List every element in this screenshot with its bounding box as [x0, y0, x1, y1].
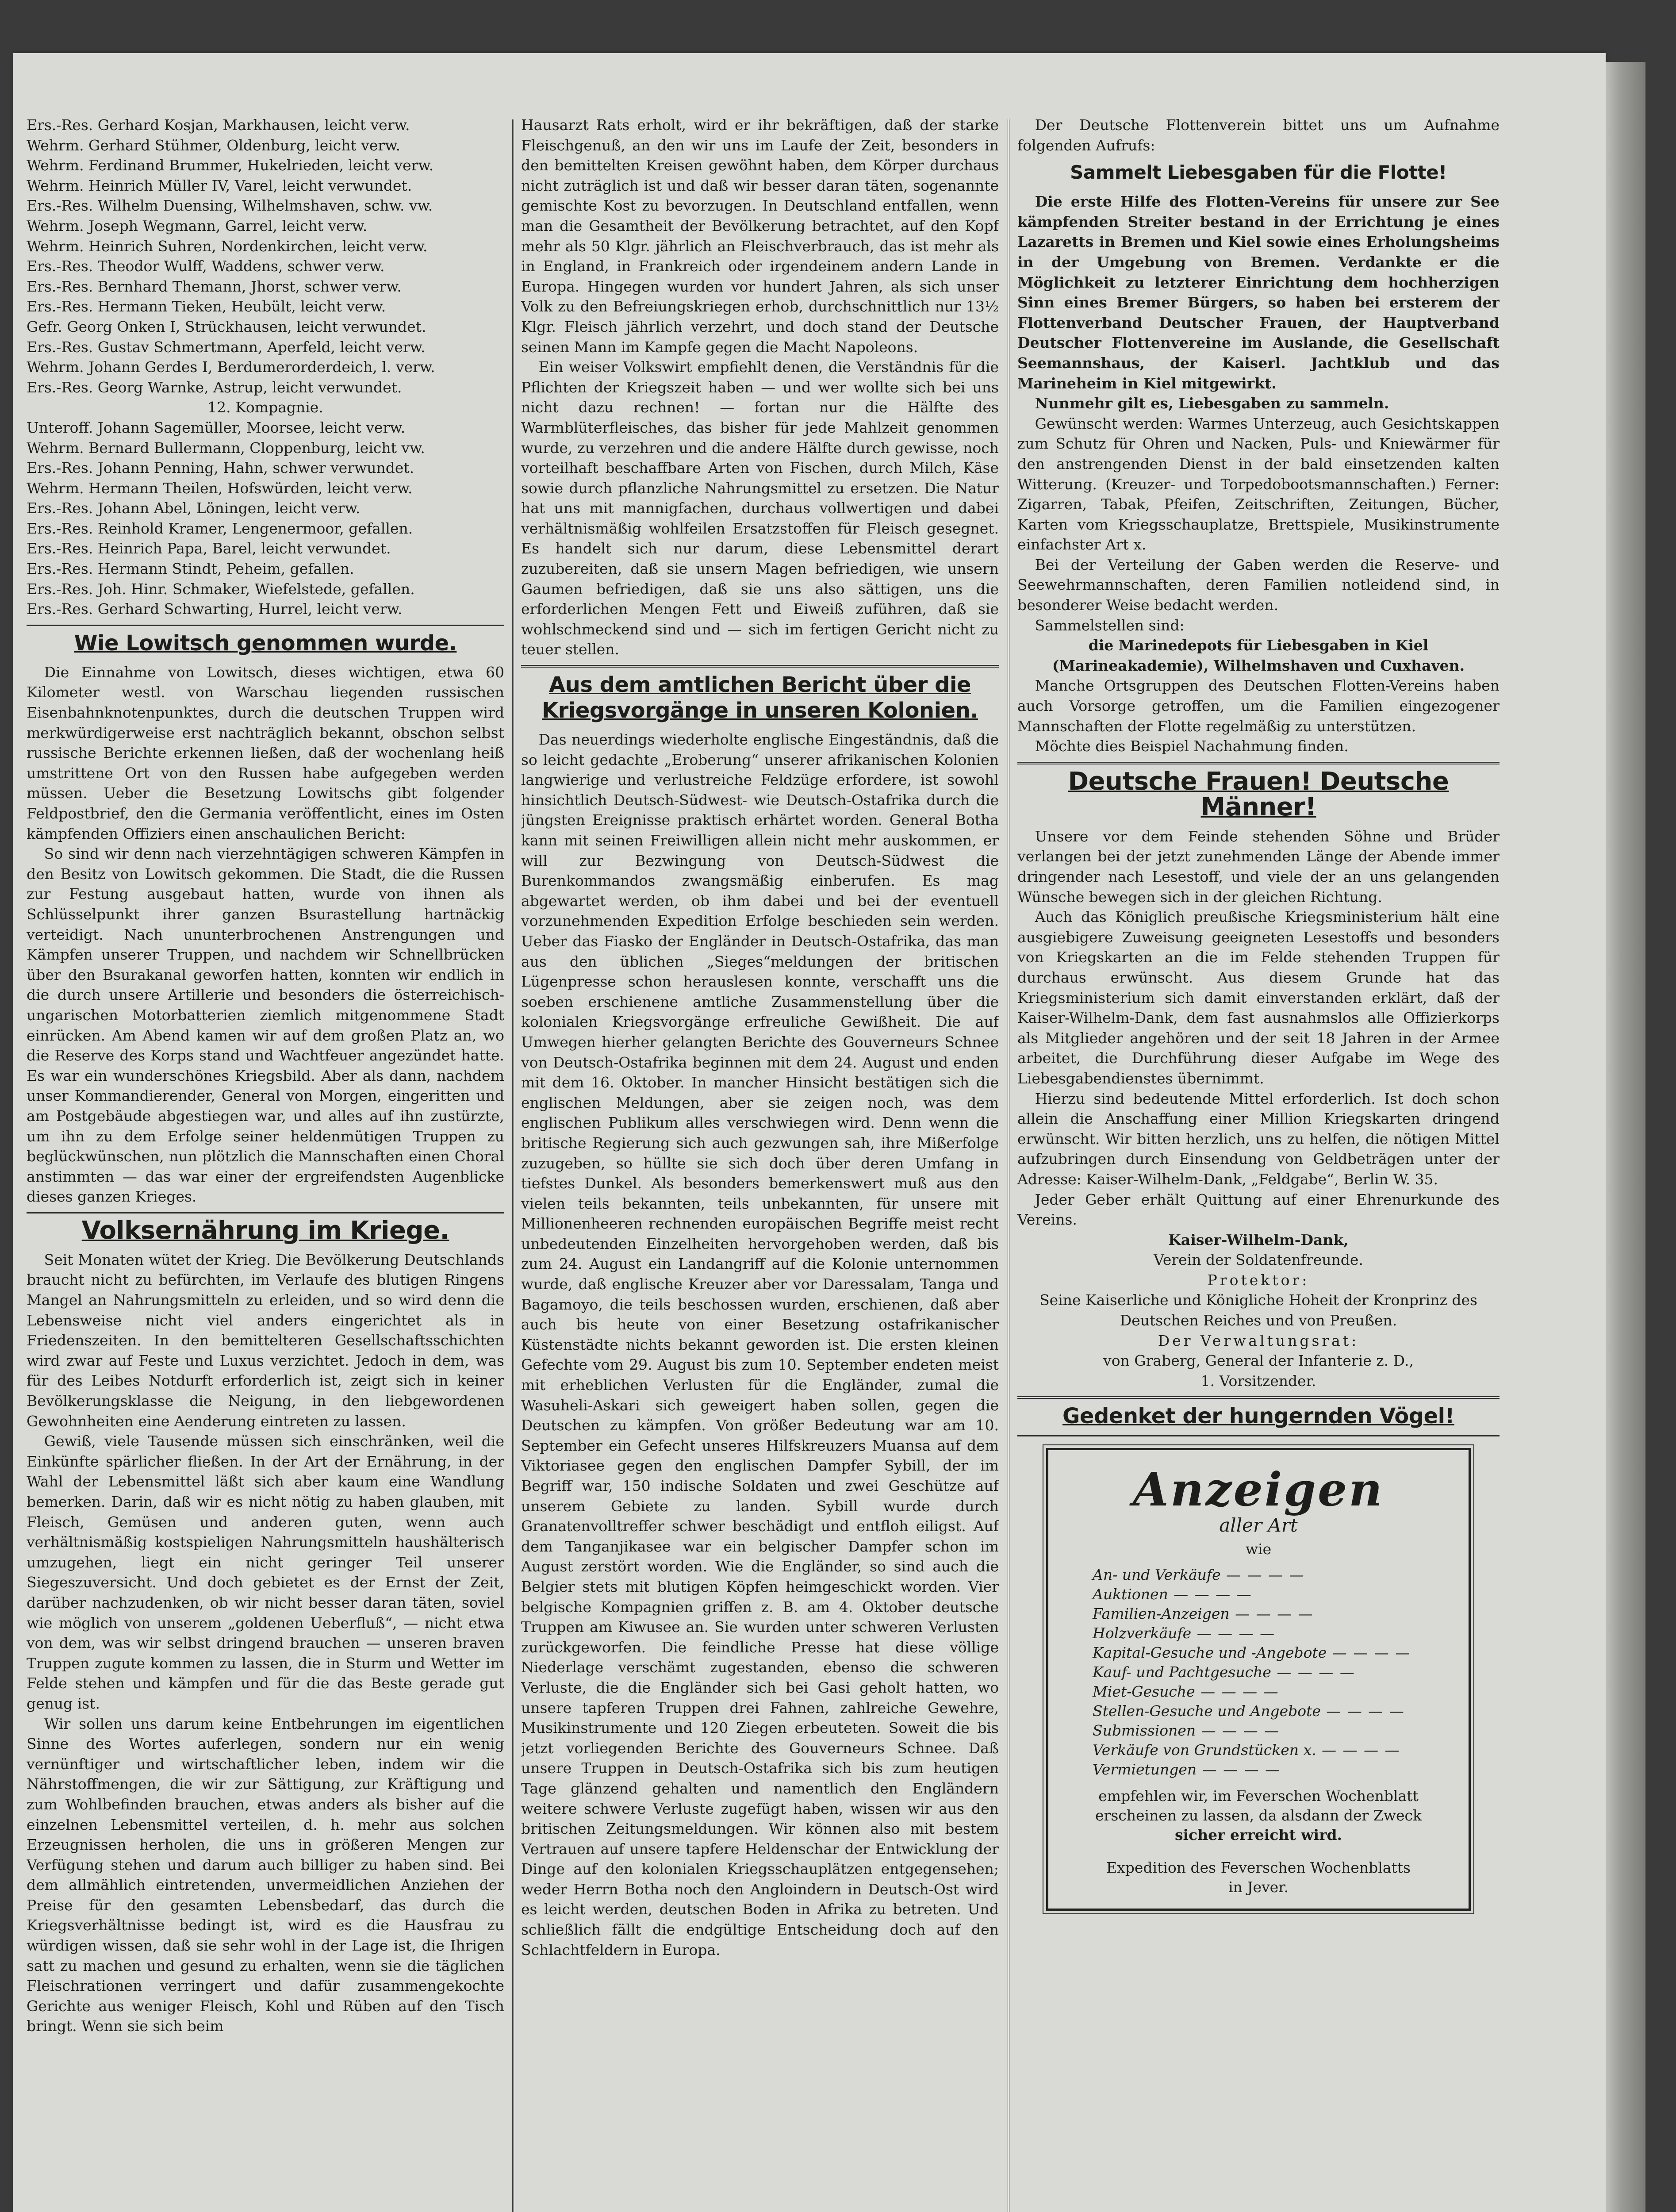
ad-wie: wie — [1245, 1540, 1272, 1558]
casualty-line: Wehrm. Joseph Wegmann, Garrel, leicht verw. — [27, 217, 368, 234]
casualty-line: Wehrm. Gerhard Stühmer, Oldenburg, leicht verw. — [27, 136, 401, 154]
column-3 — [1017, 115, 1500, 2212]
casualty-line: Ers.-Res. Reinhold Kramer, Lengenermoor, gefallen. — [27, 519, 413, 537]
section-divider — [1017, 762, 1500, 764]
signature-line: Der Verwaltungsrat: — [1158, 1332, 1359, 1349]
casualty-line: Ers.-Res. Gerhard Kosjan, Markhausen, leicht verw. — [27, 116, 410, 134]
article-paragraph: die Marinedepots für Liebesgaben in Kiel (Marineakademie), Wilhelmshaven und Cuxhaven. — [1052, 637, 1465, 674]
list-item: Vermietungen — — — — — [1093, 1760, 1451, 1779]
list-item: Submissionen — — — — — [1093, 1721, 1451, 1740]
section-divider — [1017, 1435, 1500, 1436]
list-item: Verkäufe von Grundstücken x. — — — — — [1093, 1740, 1451, 1760]
ad-subtitle: aller Art — [1219, 1514, 1298, 1536]
ad-footer-line: Expedition des Feverschen Wochenblatts — [1106, 1859, 1411, 1877]
headline-kolonien: Aus dem amtlichen Bericht über die Kriegsvorgänge in unseren Kolonien. — [541, 672, 978, 723]
casualty-line: Ers.-Res. Johann Penning, Hahn, schwer verwundet. — [27, 459, 414, 477]
signature-line: von Graberg, General der Infanterie z. D., — [1103, 1352, 1414, 1370]
page-edge — [1606, 62, 1645, 2212]
article-paragraph: Die Einnahme von Lowitsch, dieses wichtigen, etwa 60 Kilometer westl. von Warschau liegenden russischen Eisenbahnknotenpunktes, durch die deutschen Truppen wird merkwürdigerweise erst nachträglich bekannt, obschon selbst russische Berichte erkennen ließen, daß der wochenlang heiß umstrittene Ort von den Russen habe aufgegeben werden müssen. Ueber die Besetzung Lowitschs gibt folgender Feldpostbrief, den die Germania veröffentlicht, eines im Osten kämpfenden Offiziers einen anschaulichen Bericht: — [27, 663, 504, 842]
ad-footer-line: in Jever. — [1228, 1878, 1289, 1896]
list-item: Kauf- und Pachtgesuche — — — — — [1093, 1663, 1451, 1682]
list-item: Familien-Anzeigen — — — — — [1093, 1604, 1451, 1624]
list-item: Kapital-Gesuche und -Angebote — — — — — [1093, 1643, 1451, 1663]
article-paragraph: Der Deutsche Flottenverein bittet uns um Aufnahme folgenden Aufrufs: — [1017, 116, 1500, 154]
article-paragraph: Gewünscht werden: Warmes Unterzeug, auch Gesichtskappen zum Schutz für Ohren und Nacken, Puls- und Kniewärmer für den anstrengenden Dienst in der bald einsetzenden kalten Witterung. (Kreuzer- und Torpedobootsmannschaften.) Ferner: Zigarren, Tabak, Pfeifen, Zeitschriften, Zeitungen, Bücher, Karten vom Kriegsschauplatze, Brettspiele, Musikinstrumente einfachster Art x. — [1017, 415, 1500, 553]
article-paragraph: Das neuerdings wiederholte englische Eingeständnis, daß die so leicht gedachte „Eroberung“ unserer afrikanischen Kolonien langwierige und verlustreiche Feldzüge erfordere, ist sowohl hinsichtlich Deutsch-Südwest- wie Deutsch-Ostafrika durch die jüngsten Ereignisse praktisch erhärtet worden. General Botha kann mit seinen Freiwilligen allein nicht mehr auskommen, er will zur Bezwingung von Deutsch-Südwest die Burenkommandos zwangsmäßig einberufen. Es mag abgewartet werden, ob ihm dabei und bei der eventuell vorzunehmenden Expedition Erfolge beschieden sein werden. Ueber das Fiasko der Engländer in Deutsch-Ostafrika, das man aus den üblichen „Sieges“meldungen der britischen Lügenpresse schon herauslesen konnte, verschafft uns die soeben erschienene amtliche Zusammenstellung über die kolonialen Kriegsvorgänge erfreuliche Gewißheit. Die auf Umwegen hierher gelangten Berichte des Gouverneurs Schnee von Deutsch-Ostafrika beginnen mit dem 24. August und enden mit dem 16. Oktober. In mancher Hinsicht bestätigen sich die englischen Meldungen, aber sie zeigen noch, was dem englischen Publikum alles verschwiegen wird. Denn wenn die britische Regierung sich auch gezwungen sah, ihre Mißerfolge zuzugeben, so hüllte sie sich doch über deren Umfang in tiefstes Dunkel. Als besonders bemerkenswert muß aus den vielen teils bekannten, teils unbekannten, für unsere mit Millionenheeren rechnenden europäischen Begriffe meist recht unbedeutenden Einzelheiten hervorgehoben werden, daß bis zum 24. August ein Landangriff auf die Kolonie unternommen wurde, daß englische Kreuzer aber vor Daressalam, Tanga und Bagamoyo, die teils beschossen wurden, erschienen, daß aber auch bis heute von einer Besetzung ostafrikanischer Küstenstädte nichts bekannt geworden ist. Die ersten kleinen Gefechte vom 29. August bis zum 10. September endeten meist mit erheblichen Verlusten für die Engländer, zumal die Wasuheli-Askari sich geweigert haben sollen, gegen die Deutschen zu kämpfen. Von größer Bedeutung war am 10. September ein Gefecht unseres Hilfskreuzers Muansa auf dem Viktoriasee gegen den englischen Dampfer Sybill, der im Begriff war, 150 indische Soldaten und zwei Geschütze auf unserem Gebiete zu landen. Sybill wurde durch Granatenvolltreffer schwer beschädigt und entfloh eiligst. Auf dem Tanganjikasee war ein belgischer Dampfer schon im August zerstört worden. Wie die Engländer, so sind auch die Belgier stets mit blutigen Köpfen heimgeschickt worden. Vier belgische Kompagnien griffen z. B. am 4. Oktober deutsche Truppen am Kiwusee an. Sie wurden unter schweren Verlusten zurückgeworfen. Die feindliche Presse hat diese völlige Niederlage verschämt zugestanden, ebenso die schweren Verluste, die die Engländer sich bei Gasi geholt hatten, wo unsere tapferen Truppen drei Fahnen, zahlreiche Gewehre, Musikinstrumente und 120 Ziegen erbeuteten. Soweit die bis jetzt vorliegenden Berichte des Gouverneurs Schnee. Daß unsere Truppen in Deutsch-Ostafrika sich bis zum heutigen Tage glänzend gehalten und namentlich den Engländern weitere schwere Verluste zugefügt haben, wissen wir aus den britischen Zeitungsmeldungen. Wir können also mit bestem Vertrauen auf unsere tapfere Heldenschar der Entwicklung der Dinge auf den kolonialen Kriegsschauplätzen entgegensehen; weder Herrn Botha noch den Angloindern in Deutsch-Ost wird es leicht werden, deutschen Boden in Afrika zu betreten. Und schließlich fällt die endgültige Entscheidung doch auf den Schlachtfeldern in Europa. — [521, 731, 999, 1959]
signature-line: Seine Kaiserliche und Königliche Hoheit der Kronprinz des Deutschen Reiches und von Preußen. — [1039, 1291, 1477, 1329]
article-paragraph: Unsere vor dem Feinde stehenden Söhne und Brüder verlangen bei der jetzt zunehmenden Länge der Abende immer dringender nach Lesestoff, und viele der an uns gelangenden Wünsche bewegen sich in der gleichen Richtung. — [1017, 827, 1500, 906]
casualty-line: Ers.-Res. Wilhelm Duensing, Wilhelmshaven, schw. vw. — [27, 197, 433, 215]
article-paragraph: Ein weiser Volkswirt empfiehlt denen, die Verständnis für die Pflichten der Kriegszeit haben — und wer wollte sich bei uns nicht dazu rechnen! — fortan nur die Hälfte des Warmblüterfleisches, das bisher für jede Mahlzeit genommen wurde, zu verzehren und die andere Hälfte durch gewisse, noch vorteilhaft beschaffbare Arten von Fischen, durch Milch, Käse sowie durch pflanzliche Nahrungsmittel zu ersetzen. Die Natur hat uns mit mannigfachen, durchaus vollwertigen und dabei verhältnismäßig wohlfeilen Ersatzstoffen für Fleisch gesegnet. Es handelt sich nur darum, diese Lebensmittel derart zuzubereiten, daß sie unsern Magen befriedigen, wie unsern Gaumen befriedigen, daß sie uns also sättigen, uns die erforderlichen Mengen Fett und Eiweiß zuführen, daß sie wohlschmeckend sind und — sich im fertigen Gericht nicht zu teuer stellen. — [521, 358, 999, 658]
column-rule — [1008, 119, 1009, 2212]
list-item: Auktionen — — — — — [1093, 1585, 1451, 1604]
article-paragraph: Manche Ortsgruppen des Deutschen Flotten-Vereins haben auch Vorsorge getroffen, um die Familien eingezogener Mannschaften der Flotte regelmäßig zu unterstützen. — [1017, 677, 1500, 735]
casualty-line: Gefr. Georg Onken I, Strückhausen, leicht verwundet. — [27, 318, 426, 335]
casualty-line: Ers.-Res. Bernhard Themann, Jhorst, schwer verw. — [27, 277, 402, 295]
casualty-line: Wehrm. Heinrich Suhren, Nordenkirchen, leicht verw. — [27, 237, 428, 255]
advertisement-box — [1046, 1448, 1471, 1911]
article-paragraph: Hausarzt Rats erholt, wird er ihr bekräftigen, daß der starke Fleischgenuß, an den wir uns im Laufe der Zeit, besonders in den bemittelten Kreisen gewöhnt haben, dem Körper durchaus nicht zuträglich ist und daß wir besser daran täten, sogenannte gemischte Kost zu bevorzugen. In Deutschland entfallen, wenn man die Gesamtheit der Bevölkerung betrachtet, auf den Kopf mehr als 50 Klgr. jährlich an Fleischverbrauch, das ist mehr als in England, in Frankreich oder irgendeinem andern Lande in Europa. Hingegen wurden vor hundert Jahren, als sich unser Volk zu den Befreiungskriegen erhob, durchschnittlich nur 13½ Klgr. Fleisch jährlich verzehrt, und doch stand der Deutsche seinen Mann im Kampfe gegen die Macht Napoleons. — [521, 116, 999, 356]
ad-title: Anzeigen — [1133, 1462, 1384, 1517]
casualty-line: Wehrm. Ferdinand Brummer, Hukelrieden, leicht verw. — [27, 157, 434, 174]
article-paragraph: Möchte dies Beispiel Nachahmung finden. — [1035, 737, 1349, 755]
column-1 — [27, 115, 504, 2212]
article-paragraph: Bei der Verteilung der Gaben werden die Reserve- und Seewehrmannschaften, deren Familien notleidend sind, in besonderer Weise bedacht werden. — [1017, 556, 1500, 614]
ad-text: sicher erreicht wird. — [1174, 1826, 1342, 1844]
casualty-line: Ers.-Res. Gerhard Schwarting, Hurrel, leicht verw. — [27, 600, 403, 618]
column-2 — [521, 115, 999, 2212]
headline-flotte: Sammelt Liebesgaben für die Flotte! — [1070, 161, 1447, 184]
signature-line: Protektor: — [1207, 1271, 1310, 1289]
list-item: Stellen-Gesuche und Angebote — — — — — [1093, 1701, 1451, 1721]
casualty-line: Ers.-Res. Heinrich Papa, Barel, leicht verwundet. — [27, 540, 391, 557]
ad-category-list — [1093, 1565, 1451, 1779]
ad-text: empfehlen wir, im Feverschen Wochenblatt — [1098, 1787, 1419, 1805]
section-divider — [27, 1212, 504, 1214]
casualty-line: Ers.-Res. Hermann Tieken, Heubült, leicht verw. — [27, 298, 386, 315]
casualty-line: Wehrm. Hermann Theilen, Hofswürden, leicht verw. — [27, 479, 413, 497]
signature-line: Verein der Soldatenfreunde. — [1154, 1251, 1363, 1269]
casualty-line: Wehrm. Heinrich Müller IV, Varel, leicht verwundet. — [27, 177, 412, 194]
article-paragraph: Die erste Hilfe des Flotten-Vereins für unsere zur See kämpfenden Streiter bestand in der Errichtung je eines Lazaretts in Bremen und Kiel sowie eines Erholungsheims in der Umgebung von Bremen. Verdankte er die Möglichkeit zu letzterer Einrichtung dem hochherzigen Sinn eines Bremer Bürgers, so haben bei ersterem der Flottenverband Deutscher Frauen, der Hauptverband Deutscher Flottenvereine im Auslande, die Gesellschaft Seemannshaus, der Kaiserl. Jachtklub und das Marineheim in Kiel mitgewirkt. — [1017, 193, 1500, 392]
headline-frauen: Deutsche Frauen! Deutsche Männer! — [1068, 767, 1449, 822]
article-paragraph: Gewiß, viele Tausende müssen sich einschränken, weil die Einkünfte spärlicher fließen. In der Art der Ernährung, in der Wahl der Lebensmittel läßt sich aber kaum eine Wandlung bemerken. Darin, daß wir es nicht nötig zu haben glauben, mit Fleisch, Gemüsen und anderen guten, wenn auch verhältnismäßig kostspieligen Nahrungsmitteln haushälterisch umzugehen, liegt ein nicht geringer Teil unserer Siegeszuversicht. Und doch gebietet es der Ernst der Zeit, darüber nachzudenken, ob wir nicht besser daran täten, soviel wie möglich von unserem „goldenen Ueberfluß“, — nicht etwa von dem, was wir selbst dringend brauchen — unseren braven Truppen zugute kommen zu lassen, die in Sturm und Wetter im Felde stehen und kämpfen und für die das Beste gerade gut genug ist. — [27, 1432, 504, 1712]
casualty-line: Ers.-Res. Hermann Stindt, Peheim, gefallen. — [27, 560, 354, 578]
newspaper-page — [13, 53, 1606, 2212]
casualty-line: Wehrm. Bernard Bullermann, Cloppenburg, leicht vw. — [27, 439, 425, 457]
casualty-line: Wehrm. Johann Gerdes I, Berdumerorderdeich, l. verw. — [27, 358, 435, 376]
casualty-list — [27, 115, 504, 619]
casualty-line: Ers.-Res. Georg Warnke, Astrup, leicht verwundet. — [27, 378, 402, 396]
ad-text: erscheinen zu lassen, da alsdann der Zweck — [1095, 1807, 1422, 1824]
article-paragraph: Seit Monaten wütet der Krieg. Die Bevölkerung Deutschlands braucht nicht zu befürchten, im Verlaufe des blutigen Ringens Mangel an Nahrungsmitteln zu erleiden, und so wird denn die Lebensweise nicht viel anders eingerichtet als in Friedenszeiten. In den bemittelteren Gesellschaftsschichten wird zwar auf Feste und Luxus verzichtet. Jedoch in dem, was für des Leibes Notdurft erforderlich ist, zeigt sich in keiner Bevölkerungsklasse die Neigung, in den liebgewordenen Gewohnheiten eine Aenderung eintreten zu lassen. — [27, 1251, 504, 1430]
article-paragraph: Sammelstellen sind: — [1035, 616, 1185, 634]
list-item: Miet-Gesuche — — — — — [1093, 1682, 1451, 1701]
article-paragraph: Auch das Königlich preußische Kriegsministerium hält eine ausgiebigere Zuweisung geeigneten Lesestoffs und besonders von Kriegskarten an die im Felde stehenden Truppen für durchaus erwünscht. Aus diesem Grunde hat das Kriegsministerium sich damit einverstanden erklärt, daß der Kaiser-Wilhelm-Dank, dem fast ausnahmslos alle Offizierkorps als Mitglieder angehören und der seit 18 Jahren in der Armee arbeitet, die Durchführung dieser Aufgabe im Wege des Liebesgabendienstes übernimmt. — [1017, 908, 1500, 1087]
article-paragraph: Jeder Geber erhält Quittung auf einer Ehrenurkunde des Vereins. — [1017, 1190, 1500, 1229]
ad-footer — [1066, 1858, 1451, 1897]
article-paragraph: Wir sollen uns darum keine Entbehrungen im eigentlichen Sinne des Wortes auferlegen, sondern nur ein wenig vernünftiger und wirtschaftlicher leben, indem wir die Nährstoffmengen, die wir zur Sättigung, zur Kräftigung und zum Wohlbefinden brauchen, etwas anders als bisher auf die einzelnen Lebensmittel verteilen, d. h. mehr aus solchen Erzeugnissen herholen, die uns in größeren Mengen zur Verfügung stehen und darum auch billiger zu haben sind. Bei dem allmählich eintretenden, unvermeidlichen Anziehen der Preise für den gesamten Lebensbedarf, das durch die Kriegsverhältnisse bedingt ist, wird es die Hausfrau zu würdigen wissen, daß sie sehr wohl in der Lage ist, die Ihrigen satt zu machen und gesund zu erhalten, wenn sie die täglichen Fleischrationen verringert und dafür zusammengekochte Gerichte aus weniger Fleisch, Kohl und Rüben auf den Tisch bringt. Wenn sie sich beim — [27, 1715, 504, 2035]
list-item: An- und Verkäufe — — — — — [1093, 1565, 1451, 1585]
headline-lowitsch: Wie Lowitsch genommen wurde. — [74, 630, 457, 656]
article-paragraph: Hierzu sind bedeutende Mittel erforderlich. Ist doch schon allein die Anschaffung einer Million Kriegskarten dringend erwünscht. Wir bitten herzlich, uns zu helfen, die nötigen Mittel aufzubringen durch Einsendung von Geldbeträgen unter der Adresse: Kaiser-Wilhelm-Dank, „Feldgabe“, Berlin W. 35. — [1017, 1090, 1500, 1188]
casualty-line: Unteroff. Johann Sagemüller, Moorsee, leicht verw. — [27, 419, 406, 436]
headline-volksernaehrung: Volksernährung im Kriege. — [81, 1216, 449, 1245]
article-paragraph: So sind wir denn nach vierzehntägigen schweren Kämpfen in den Besitz von Lowitsch gekommen. Die Stadt, die die Russen zur Festung ausgebaut hatten, wurde von ihnen als Schlüsselpunkt ihrer ganzen Bsurastellung hartnäckig verteidigt. Nach ununterbrochenen Anstrengungen und Kämpfen unserer Truppen, und nachdem wir Schnellbrücken über den Bsurakanal geworfen hatten, konnten wir endlich in die durch unsere Artillerie und besonders die österreichisch-ungarischen Motorbatterien ziemlich mitgenommene Stadt einrücken. Am Abend kamen wir auf dem großen Platz an, wo die Reserve des Korps stand und Wachtfeuer angezündet hatte. Es war ein wunderschönes Kriegsbild. Aber als dann, nachdem unser Kommandierender, General von Morgen, eingeritten und am Postgebäude abgestiegen war, und alles auf ihn zustürzte, um ihn zu dem Erfolge seiner heldenmütigen Truppen zu beglückwünschen, nun plötzlich die Mannschaften einen Choral anstimmten — das war einer der ergreifendsten Augenblicke dieses ganzen Krieges. — [27, 845, 504, 1206]
section-divider — [27, 625, 504, 626]
casualty-line: Ers.-Res. Joh. Hinr. Schmaker, Wiefelstede, gefallen. — [27, 580, 415, 598]
column-rule — [512, 119, 514, 2212]
list-item: Holzverkäufe — — — — — [1093, 1624, 1451, 1643]
article-paragraph: Nunmehr gilt es, Liebesgaben zu sammeln. — [1035, 395, 1389, 412]
company-heading: 12. Kompagnie. — [207, 399, 323, 416]
signature-line: Kaiser-Wilhelm-Dank, — [1168, 1231, 1349, 1248]
casualty-line: Ers.-Res. Johann Abel, Löningen, leicht verw. — [27, 499, 361, 517]
section-divider — [1017, 1396, 1500, 1399]
section-divider — [521, 665, 999, 668]
signature-line: 1. Vorsitzender. — [1200, 1372, 1316, 1390]
casualty-line: Ers.-Res. Gustav Schmertmann, Aperfeld, leicht verw. — [27, 338, 426, 356]
casualty-line: Ers.-Res. Theodor Wulff, Waddens, schwer verw. — [27, 257, 385, 275]
headline-voegel: Gedenket der hungernden Vögel! — [1062, 1404, 1454, 1429]
